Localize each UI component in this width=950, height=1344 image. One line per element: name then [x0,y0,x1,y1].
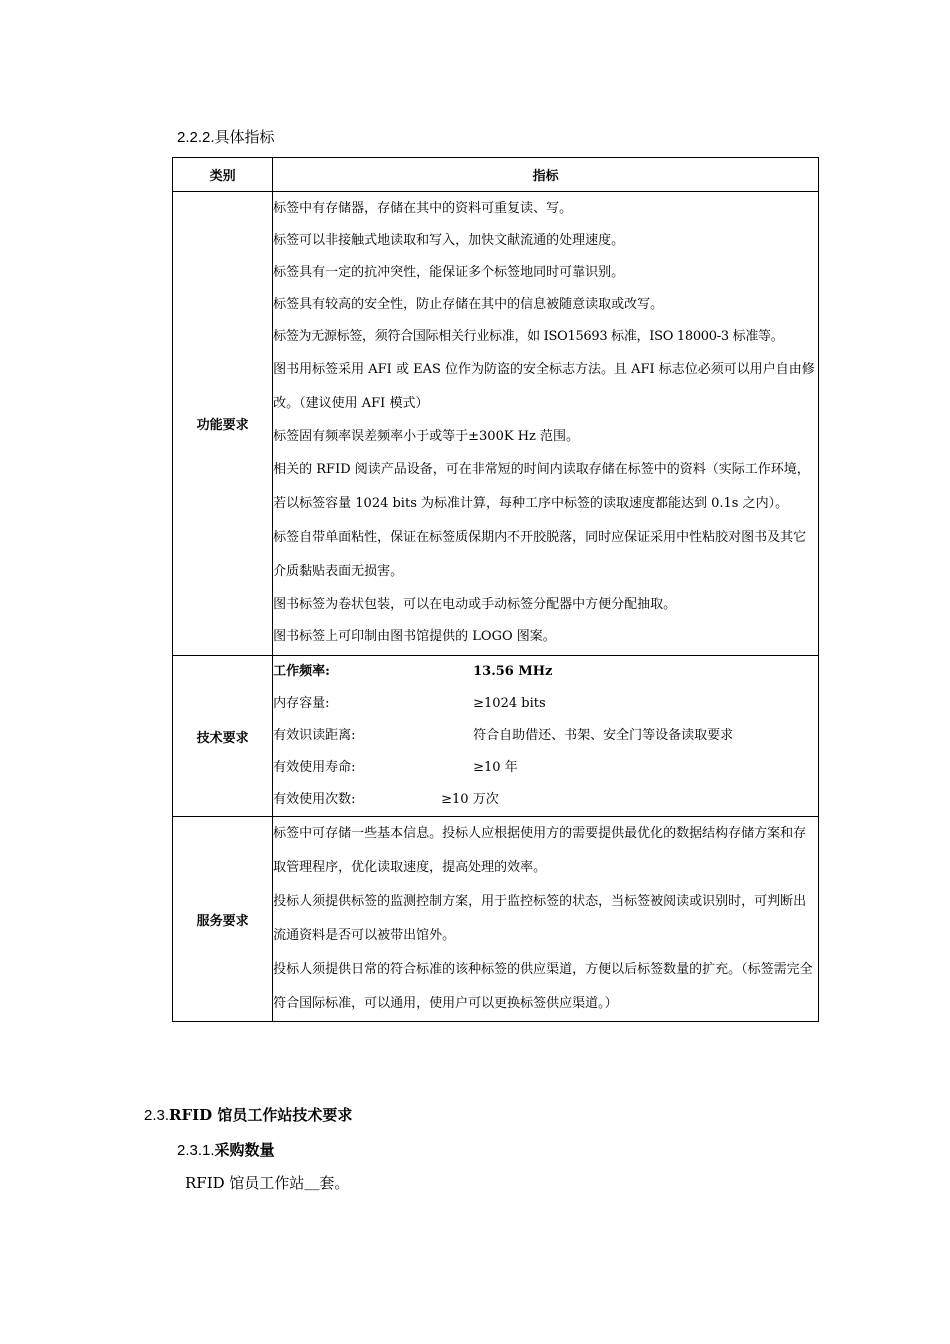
spec-item-memory: 内存容量: ≥1024 bits [273,696,546,711]
header-indicator: 指标 [273,158,819,192]
section-title: 具体指标 [214,128,275,146]
list-item: 相关的 RFID 阅读产品设备，可在非常短的时间内读取存储在标签中的资料（实际工作环境，若以标签容量 1024 bits 为标准计算，每种工序中标签的读取速度都能达到 0.1s 之内）。 [273,462,810,511]
list-item: 标签可以非接触式地读取和写入，加快文献流通的处理速度。 [273,233,625,248]
table-row-service [173,817,819,1022]
section-heading-2-2-2 [177,126,275,147]
service-requirements [273,817,819,1022]
spec-item-cycles: 有效使用次数: ≥10 万次 [273,792,499,807]
technical-requirements [273,656,819,817]
list-item: 图书标签上可印制由图书馆提供的 LOGO 图案。 [273,629,556,644]
list-item: 图书标签为卷状包装，可以在电动或手动标签分配器中方便分配抽取。 [273,597,677,612]
list-item: 投标人须提供标签的监测控制方案，用于监控标签的状态，当标签被阅读或识别时，可判断出流通资料是否可以被带出馆外。 [273,894,807,943]
functional-requirements [273,192,819,656]
spec-item-frequency: 工作频率: 13.56 MHz [273,664,553,679]
section-title: 采购数量 [214,1141,275,1159]
section-heading-2-3 [144,1104,352,1125]
header-category: 类别 [173,158,273,192]
list-item: 标签中可存储一些基本信息。投标人应根据使用方的需要提供最优化的数据结构存储方案和存取管理程序，优化读取速度，提高处理的效率。 [273,826,807,875]
table-header-row [173,158,819,192]
list-item: 标签具有一定的抗冲突性，能保证多个标签地同时可靠识别。 [273,265,625,280]
category-technical: 技术要求 [173,656,273,817]
category-service: 服务要求 [173,817,273,1022]
quantity-paragraph: RFID 馆员工作站＿套。 [185,1174,350,1192]
category-functional: 功能要求 [173,192,273,656]
section-number: 2.3.1. [177,1142,215,1159]
spec-item-read-range: 有效识读距离: 符合自助借还、书架、安全门等设备读取要求 [273,728,734,743]
list-item: 标签固有频率误差频率小于或等于±300K Hz 范围。 [273,429,580,444]
spec-table [172,157,819,1022]
list-item: 图书用标签采用 AFI 或 EAS 位作为防盗的安全标志方法。且 AFI 标志位必须可以用户自由修改。（建议使用 AFI 模式） [273,362,815,411]
section-title: RFID 馆员工作站技术要求 [169,1106,353,1124]
section-heading-2-3-1 [177,1139,275,1160]
section-number: 2.3. [144,1107,170,1124]
spec-item-lifetime: 有效使用寿命: ≥10 年 [273,760,518,775]
list-item: 投标人须提供日常的符合标准的该种标签的供应渠道，方便以后标签数量的扩充。（标签需完全符合国际标准，可以通用，使用户可以更换标签供应渠道。） [273,962,813,1011]
table-row-technical [173,656,819,817]
list-item: 标签具有较高的安全性，防止存储在其中的信息被随意读取或改写。 [273,297,664,312]
table-row-functional [173,192,819,656]
list-item: 标签为无源标签，须符合国际相关行业标准，如 ISO15693 标准，ISO 18000-3 标准等。 [273,329,784,344]
section-number: 2.2.2. [177,129,215,146]
list-item: 标签中有存储器，存储在其中的资料可重复读、写。 [273,201,573,216]
list-item: 标签自带单面粘性，保证在标签质保期内不开胶脱落，同时应保证采用中性粘胶对图书及其它介质黏贴表面无损害。 [273,530,807,579]
